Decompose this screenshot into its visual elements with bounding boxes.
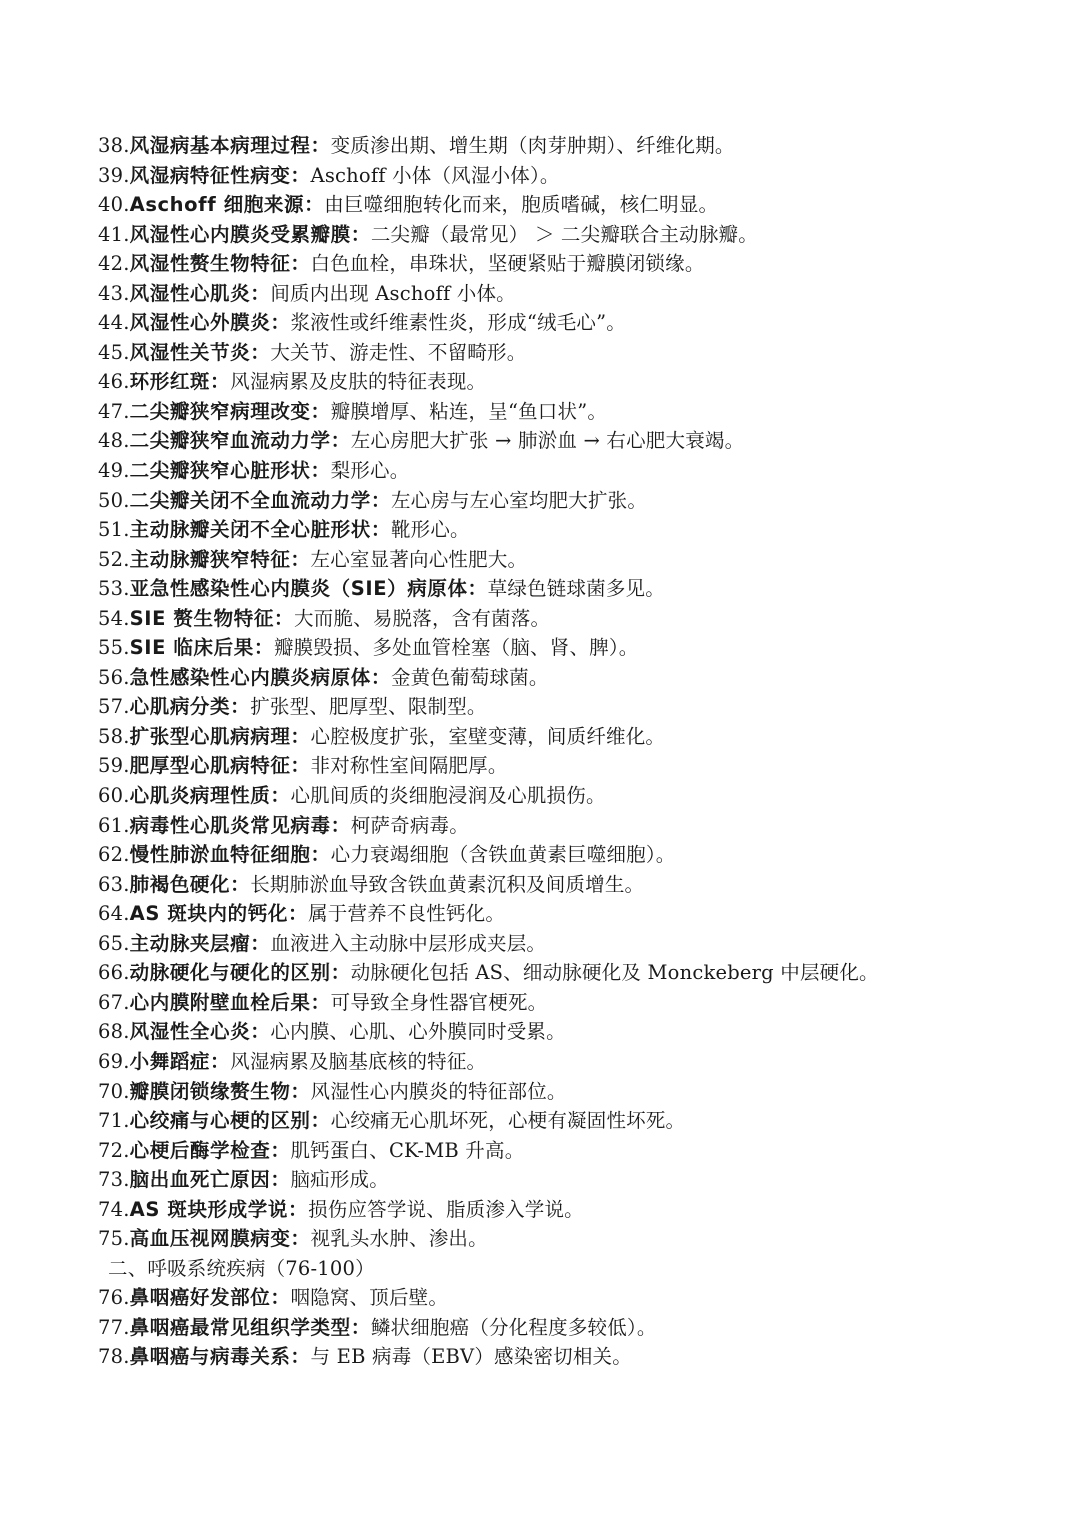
item-number: 38. bbox=[98, 134, 130, 157]
item-description: 二尖瓣（最常见） ＞ 二尖瓣联合主动脉瓣。 bbox=[370, 222, 758, 246]
item-number: 49. bbox=[98, 459, 130, 483]
item-description: 白色血栓，串珠状，坚硬紧贴于瓣膜闭锁缘。 bbox=[310, 252, 705, 276]
list-item bbox=[98, 1195, 1050, 1225]
list-item bbox=[98, 279, 1050, 309]
item-description: 左心房肥大扩张 → 肺淤血 → 右心肥大衰竭。 bbox=[350, 429, 745, 453]
item-term: 风湿病基本病理过程： bbox=[129, 134, 331, 157]
item-number: 76. bbox=[98, 1286, 130, 1310]
list-item bbox=[98, 367, 1050, 397]
list-item bbox=[98, 220, 1050, 250]
item-description: 长期肺淤血导致含铁血黄素沉积及间质增生。 bbox=[250, 872, 645, 896]
item-term: AS 斑块形成学说： bbox=[129, 1197, 309, 1221]
item-term: 风湿性关节炎： bbox=[129, 340, 271, 364]
list-item bbox=[98, 1342, 1050, 1372]
item-number: 59. bbox=[98, 754, 130, 778]
item-description: 浆液性或纤维素性炎，形成“绒毛心”。 bbox=[290, 311, 626, 335]
list-item bbox=[98, 692, 1050, 722]
item-term: 风湿病特征性病变： bbox=[129, 163, 311, 187]
item-description: 靴形心。 bbox=[390, 518, 470, 542]
item-number: 50. bbox=[98, 488, 130, 512]
list-item bbox=[98, 870, 1050, 900]
item-term: 主动脉夹层瘤： bbox=[129, 931, 271, 955]
item-description: 咽隐窝、顶后壁。 bbox=[290, 1286, 449, 1310]
item-number: 47. bbox=[98, 399, 130, 423]
list-item bbox=[98, 338, 1050, 368]
item-term: 风湿性心肌炎： bbox=[129, 281, 271, 305]
item-term: 环形红斑： bbox=[129, 370, 231, 394]
item-term: 风湿性全心炎： bbox=[129, 1020, 271, 1044]
item-description: 风湿性心内膜炎的特征部位。 bbox=[310, 1079, 567, 1103]
item-term: 心肌病分类： bbox=[129, 695, 251, 719]
list-item bbox=[98, 1224, 1050, 1254]
item-number: 64. bbox=[98, 902, 130, 926]
list-item bbox=[98, 456, 1050, 486]
item-description: 风湿病累及脑基底核的特征。 bbox=[230, 1049, 487, 1073]
item-description: 脑疝形成。 bbox=[290, 1168, 389, 1192]
item-term: 急性感染性心内膜炎病原体： bbox=[129, 665, 391, 689]
item-term: 二尖瓣狭窄血流动力学： bbox=[129, 429, 351, 453]
list-item bbox=[98, 486, 1050, 516]
item-term: 二尖瓣狭窄病理改变： bbox=[129, 399, 331, 423]
item-term: 二尖瓣关闭不全血流动力学： bbox=[129, 488, 391, 512]
list-item bbox=[98, 663, 1050, 693]
list-item bbox=[98, 929, 1050, 959]
item-number: 39. bbox=[98, 163, 130, 187]
item-number: 61. bbox=[98, 813, 130, 837]
item-number: 45. bbox=[98, 340, 130, 364]
item-term: 高血压视网膜病变： bbox=[129, 1227, 311, 1251]
item-description: 大而脆、易脱落，含有菌落。 bbox=[294, 606, 551, 630]
list-item bbox=[98, 545, 1050, 575]
item-number: 52. bbox=[98, 547, 130, 571]
item-number: 41. bbox=[98, 222, 130, 246]
item-term: 扩张型心肌病病理： bbox=[129, 724, 311, 748]
item-description: 肌钙蛋白、CK-MB 升高。 bbox=[290, 1138, 525, 1162]
item-term: 脑出血死亡原因： bbox=[129, 1168, 291, 1192]
item-term: SIE 赘生物特征： bbox=[129, 606, 295, 630]
item-number: 43. bbox=[98, 281, 130, 305]
item-number: 72. bbox=[98, 1138, 130, 1162]
list-item bbox=[98, 722, 1050, 752]
item-description: 血液进入主动脉中层形成夹层。 bbox=[270, 931, 547, 955]
item-description: Aschoff 小体（风湿小体）。 bbox=[310, 163, 560, 187]
item-number: 48. bbox=[98, 429, 130, 453]
list-item bbox=[98, 397, 1050, 427]
list-item bbox=[98, 190, 1050, 220]
list-item bbox=[98, 161, 1050, 191]
item-description: 变质渗出期、增生期（肉芽肿期）、纤维化期。 bbox=[330, 134, 735, 157]
list-item bbox=[98, 1313, 1050, 1343]
item-term: 二尖瓣狭窄心脏形状： bbox=[129, 459, 331, 483]
item-term: 病毒性心肌炎常见病毒： bbox=[129, 813, 351, 837]
item-description: 左心室显著向心性肥大。 bbox=[310, 547, 528, 571]
list-item bbox=[98, 1017, 1050, 1047]
item-number: 44. bbox=[98, 311, 130, 335]
item-term: 心绞痛与心梗的区别： bbox=[129, 1109, 331, 1133]
item-description: 视乳头水肿、渗出。 bbox=[310, 1227, 488, 1251]
list-item bbox=[98, 958, 1050, 988]
item-number: 66. bbox=[98, 961, 130, 985]
item-term: AS 斑块内的钙化： bbox=[129, 902, 309, 926]
item-number: 42. bbox=[98, 252, 130, 276]
section-heading: 二、呼吸系统疾病（76-100） bbox=[108, 1256, 375, 1280]
item-term: 肺褐色硬化： bbox=[129, 872, 251, 896]
item-description: 草绿色链球菌多见。 bbox=[487, 577, 665, 601]
item-term: 鼻咽癌与病毒关系： bbox=[129, 1345, 311, 1369]
item-description: 心绞痛无心肌坏死，心梗有凝固性坏死。 bbox=[330, 1109, 686, 1133]
item-number: 63. bbox=[98, 872, 130, 896]
item-description: 心内膜、心肌、心外膜同时受累。 bbox=[270, 1020, 566, 1044]
item-number: 75. bbox=[98, 1227, 130, 1251]
list-item bbox=[98, 426, 1050, 456]
item-description: 心腔极度扩张，室壁变薄，间质纤维化。 bbox=[310, 724, 666, 748]
item-number: 57. bbox=[98, 695, 130, 719]
list-item bbox=[98, 308, 1050, 338]
item-description: 属于营养不良性钙化。 bbox=[308, 902, 506, 926]
item-description: 瓣膜毁损、多处血管栓塞（脑、肾、脾）。 bbox=[273, 636, 639, 660]
list-item bbox=[98, 1077, 1050, 1107]
item-description: 动脉硬化包括 AS、细动脉硬化及 Monckeberg 中层硬化。 bbox=[350, 961, 879, 985]
item-description: 与 EB 病毒（EBV）感染密切相关。 bbox=[310, 1345, 632, 1369]
list-item bbox=[98, 574, 1050, 604]
item-term: 鼻咽癌好发部位： bbox=[129, 1286, 291, 1310]
list-item bbox=[98, 840, 1050, 870]
item-term: 动脉硬化与硬化的区别： bbox=[129, 961, 351, 985]
item-description: 心肌间质的炎细胞浸润及心肌损伤。 bbox=[290, 784, 606, 808]
list-item bbox=[98, 1165, 1050, 1195]
list-item bbox=[98, 633, 1050, 663]
item-term: 风湿性心内膜炎受累瓣膜： bbox=[129, 222, 371, 246]
item-description: 心力衰竭细胞（含铁血黄素巨噬细胞）。 bbox=[330, 843, 676, 867]
list-item bbox=[98, 1283, 1050, 1313]
item-number: 69. bbox=[98, 1049, 130, 1073]
list-item bbox=[98, 1106, 1050, 1136]
item-term: SIE 临床后果： bbox=[129, 636, 274, 660]
item-number: 51. bbox=[98, 518, 130, 542]
item-description: 损伤应答学说、脂质渗入学说。 bbox=[308, 1197, 584, 1221]
item-description: 风湿病累及皮肤的特征表现。 bbox=[230, 370, 487, 394]
pathology-list-cardiovascular bbox=[98, 131, 1050, 1254]
list-item bbox=[98, 604, 1050, 634]
item-number: 73. bbox=[98, 1168, 130, 1192]
item-number: 62. bbox=[98, 843, 130, 867]
item-number: 67. bbox=[98, 990, 130, 1014]
item-term: 主动脉瓣关闭不全心脏形状： bbox=[129, 518, 391, 542]
list-item bbox=[98, 811, 1050, 841]
list-item bbox=[98, 1136, 1050, 1166]
item-term: Aschoff 细胞来源： bbox=[129, 193, 325, 217]
item-number: 54. bbox=[98, 606, 130, 630]
item-number: 74. bbox=[98, 1197, 130, 1221]
list-item bbox=[98, 751, 1050, 781]
item-number: 40. bbox=[98, 193, 130, 217]
item-description: 非对称性室间隔肥厚。 bbox=[310, 754, 508, 778]
item-term: 小舞蹈症： bbox=[129, 1049, 231, 1073]
item-number: 53. bbox=[98, 577, 130, 601]
item-number: 77. bbox=[98, 1315, 130, 1339]
item-term: 心梗后酶学检查： bbox=[129, 1138, 291, 1162]
item-number: 78. bbox=[98, 1345, 130, 1369]
document-body bbox=[98, 131, 1050, 1372]
item-description: 由巨噬细胞转化而来，胞质嗜碱，核仁明显。 bbox=[324, 193, 719, 217]
list-item bbox=[98, 515, 1050, 545]
list-item bbox=[98, 899, 1050, 929]
item-description: 扩张型、肥厚型、限制型。 bbox=[250, 695, 487, 719]
item-number: 58. bbox=[98, 724, 130, 748]
item-number: 68. bbox=[98, 1020, 130, 1044]
item-term: 风湿性赘生物特征： bbox=[129, 252, 311, 276]
list-item bbox=[98, 781, 1050, 811]
list-item bbox=[98, 131, 1050, 161]
list-item bbox=[98, 1047, 1050, 1077]
item-description: 瓣膜增厚、粘连，呈“鱼口状”。 bbox=[330, 399, 608, 423]
item-term: 心内膜附壁血栓后果： bbox=[129, 990, 331, 1014]
list-item bbox=[98, 249, 1050, 279]
item-number: 70. bbox=[98, 1079, 130, 1103]
item-description: 金黄色葡萄球菌。 bbox=[390, 665, 549, 689]
item-number: 55. bbox=[98, 636, 130, 660]
item-number: 60. bbox=[98, 784, 130, 808]
item-number: 56. bbox=[98, 665, 130, 689]
item-number: 71. bbox=[98, 1109, 130, 1133]
list-item bbox=[98, 988, 1050, 1018]
item-term: 鼻咽癌最常见组织学类型： bbox=[129, 1315, 371, 1339]
item-description: 左心房与左心室均肥大扩张。 bbox=[390, 488, 648, 512]
item-description: 可导致全身性器官梗死。 bbox=[330, 990, 548, 1014]
item-term: 亚急性感染性心内膜炎（SIE）病原体： bbox=[129, 577, 488, 601]
pathology-list-respiratory bbox=[98, 1283, 1050, 1372]
item-description: 梨形心。 bbox=[330, 459, 410, 483]
item-term: 慢性肺淤血特征细胞： bbox=[129, 843, 331, 867]
item-number: 65. bbox=[98, 931, 130, 955]
item-term: 瓣膜闭锁缘赘生物： bbox=[129, 1079, 311, 1103]
item-term: 主动脉瓣狭窄特征： bbox=[129, 547, 311, 571]
item-term: 肥厚型心肌病特征： bbox=[129, 754, 311, 778]
item-term: 心肌炎病理性质： bbox=[129, 784, 291, 808]
item-number: 46. bbox=[98, 370, 130, 394]
item-description: 大关节、游走性、不留畸形。 bbox=[270, 340, 527, 364]
item-description: 间质内出现 Aschoff 小体。 bbox=[270, 281, 516, 305]
item-term: 风湿性心外膜炎： bbox=[129, 311, 291, 335]
item-description: 鳞状细胞癌（分化程度多较低）。 bbox=[370, 1315, 657, 1339]
item-description: 柯萨奇病毒。 bbox=[350, 813, 469, 837]
